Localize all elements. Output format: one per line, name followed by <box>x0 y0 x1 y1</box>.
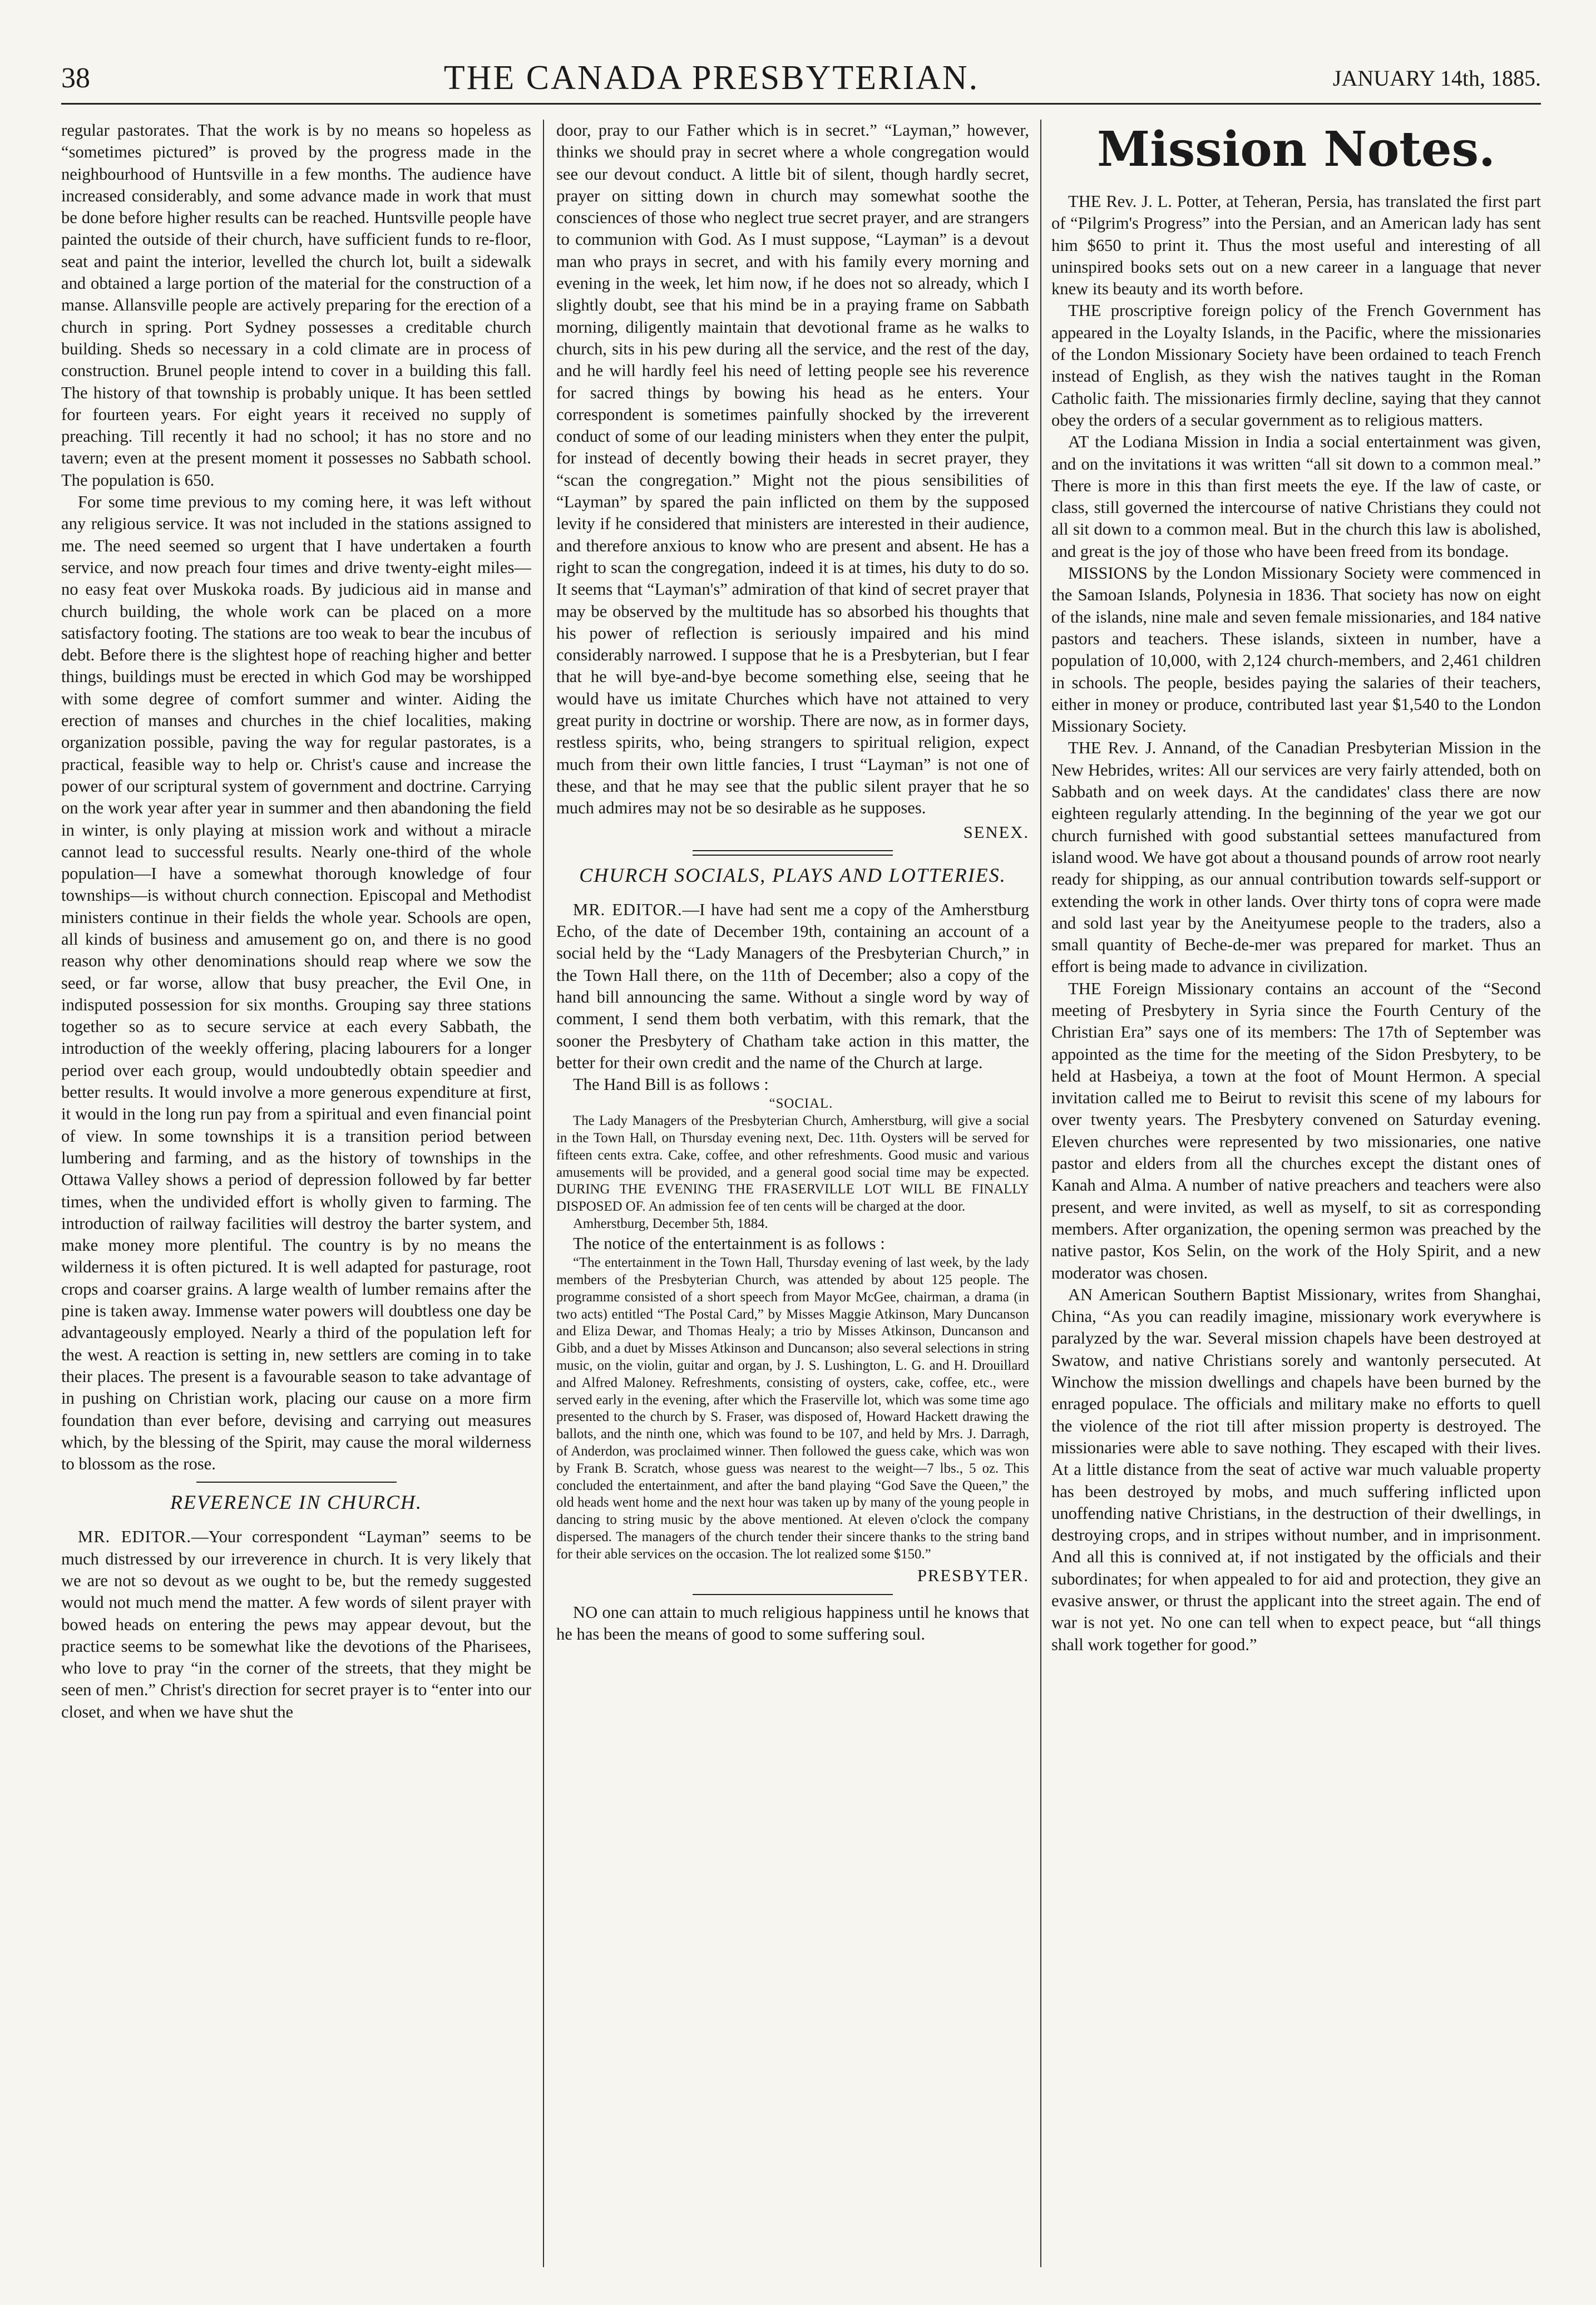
article-title-reverence: REVERENCE IN CHURCH. <box>170 1491 422 1514</box>
col2-paragraph-3: NO one can attain to much religious happiness until he knows that he has been the means of good to some suffering soul. <box>556 1602 1029 1644</box>
mission-note-6: THE Foreign Missionary contains an account of the “Second meeting of Presbytery in Syria since the Fourth Century of the Christian Era” says one of its members: The 17th of September was appointed as the time for the meeting of the Sidon Presbytery, to be held at Hasbeiya, a town at the foot of Mount Hermon. A special invitation called me to Beirut to revisit this scene of my labours for over twenty years. The Presbytery convened on Saturday evening. Eleven churches were represented by two missionaries, one native pastor and elders from all the churches except the distant ones of Kanah and Alma. A number of native preachers and teachers were also present, and were invited, as well as myself, to sit as corresponding members. After organization, the opening sermon was preached by the native pastor, Kos Selin, on the work of the Holy Spirit, and a new moderator was chosen. <box>1051 979 1541 1282</box>
issue-date: JANUARY 14th, 1885. <box>1332 65 1541 91</box>
mission-note-2: THE proscriptive foreign policy of the French Government has appeared in the Loyalty Islands, in the Pacific, where the missionaries of the London Missionary Society have been ordained to teach French instead of English, as they wish the natives taught in the Roman Catholic faith. The missionaries firmly decline, saying that they cannot obey the orders of a secular government as to religious matters. <box>1051 301 1541 430</box>
mission-notes-heading: Mission Notes. <box>1097 121 1495 177</box>
signature-presbyter: PRESBYTER. <box>917 1566 1029 1586</box>
section-divider <box>693 1594 893 1595</box>
signature-senex: SENEX. <box>963 822 1029 842</box>
mission-note-3: AT the Lodiana Mission in India a social entertainment was given, and on the invitations it was written “all sit down to a common meal.” There is more in this than first meets the eye. If the law of caste, or class, still governed the intercourse of native Christians they could not all sit down to a common meal. But in the church this law is abolished, and great is the joy of those who have been freed from its bondage. <box>1051 432 1541 561</box>
column-1 <box>61 120 531 2278</box>
col1-paragraph-3-text: —Your correspondent “Layman” seems to be much distressed by our irreverence in church. It is very likely that we are not so devout as we ought to be, but the remedy suggested would not much mend the matter. A few words of silent prayer with bowed heads on entering the pews may appear devout, but the practice seems to be somewhat like the devotions of the Pharisees, who love to pray “in the corner of the streets, that they might be seen of men.” Christ's direction for secret prayer is to “enter into our closet, and when we have shut the <box>61 1527 531 1721</box>
hand-bill-intro: The Hand Bill is as follows : <box>573 1075 769 1094</box>
social-heading: “SOCIAL. <box>769 1096 833 1112</box>
editor-salutation: MR. EDITOR. <box>78 1527 191 1547</box>
col2-paragraph-2-text: —I have had sent me a copy of the Amherstburg Echo, of the date of December 19th, containing an account of a social held by the “Lady Managers of the Presbyterian Church,” in the Town Hall there, on the 11th of December; also a copy of the hand bill announcing the same. Without a single word by way of comment, I send them both verbatim, with this remark, that the sooner the Presbytery of Chatham take action in this matter, the better for their own credit and the name of the Church at large. <box>556 900 1029 1072</box>
mission-note-7: AN American Southern Baptist Missionary, writes from Shanghai, China, “As you can readily imagine, missionary work everywhere is paralyzed by the war. Several mission chapels have been destroyed at Swatow, and native Christians sorely and wantonly persecuted. At Winchow the mission dwellings and chapels have been burned by the enraged populace. The officials and military make no efforts to quell the violence of the riot till after mission property is destroyed. The missionaries were able to save nothing. They escaped with their lives. At a little distance from the seat of active war much valuable property has been destroyed by mobs, and much suffering inflicted upon unoffending native Christians, in the destruction of their dwellings, in destroying crops, and in stripes without number, and in imprisonment. And all this is connived at, if not instigated by the officials and their subordinates; for when appealed to for aid and protection, they give an evasive answer, or thrust the applicant into the street again. The end of war is not yet. No one can tell when to expect peace, but “all things shall work together for good.” <box>1051 1285 1541 1654</box>
col1-paragraph-2: For some time previous to my coming here, it was left without any religious service. It was not included in the stations assigned to me. The need seemed so urgent that I have undertaken a fourth service, and now preach four times and drive twenty-eight miles—no easy feat over Muskoka roads. By judicious aid in manse and church building, the whole work can be placed on a more satisfactory footing. The stations are too weak to bear the incubus of debt. Before there is the slightest hope of reaching higher and better things, buildings must be erected in which God may be worshipped with some degree of comfort summer and winter. Aiding the erection of manses and churches in the chief localities, making organization possible, paving the way for regular pastorates, is a practical, feasible way to help or. Christ's cause and increase the power of our scriptural system of government and doctrine. Carrying on the work year after year in summer and then abandoning the field in winter, is only playing at mission work and without a miracle cannot lead to successful results. Nearly one-third of the whole population—I have a somewhat thorough knowledge of four townships—is without church connection. Episcopal and Methodist ministers continue in their fields the whole year. Schools are open, all kinds of business and amusement go on, and there is no good reason why other denominations should reap where we sow the seed, or far worse, allow that busy preacher, the Evil One, in indisputed possession for six months. Grouping say three stations together so as to secure service at each every Sabbath, the introduction of the weekly offering, placing labourers for a longer period over each group, would undoubtedly obtain speedier and better results. It would involve a more generous expenditure at first, it would in the long run pay from a spiritual and even financial point of view. In some townships it is a transition period between lumbering and farming, and as the history of townships in the Ottawa Valley shows a period of depression followed by far better times, when the undivided effort is wholly given to farming. The introduction of railway facilities will destroy the barter system, and make money more plentiful. The country is by no means the wilderness it is often pictured. It is well adapted for pasturage, root crops and coarser grains. A large wealth of lumber remains after the pine is taken away. Immense water powers will doubtless one day be advantageously employed. Nearly a third of the population left for the west. A reaction is setting in, new settlers are coming in to take their places. The present is a favourable season to take advantage of in pushing on Christian work, placing our cause on a more firm foundation than ever before, devising and carrying out measures which, by the blessing of the Spirit, may cause the moral wilderness to blossom as the rose. <box>61 492 531 1474</box>
hand-bill-quote: The Lady Managers of the Presbyterian Church, Amherstburg, will give a social in the Town Hall, on Thursday evening next, Dec. 11th. Oysters will be served for fifteen cents extra. Cake, coffee, and other refreshments. Good music and various amusements will be provided, and a general good social time may be expected. DURING THE EVENING THE FRASERVILLE LOT WILL BE FINALLY DISPOSED OF. An admission fee of ten cents will be charged at the door. <box>556 1113 1029 1215</box>
mission-note-4: MISSIONS by the London Missionary Society were commenced in the Samoan Islands, Polynesia in 1836. That society has now on eight of the islands, nine male and seven female missionaries, and 184 native pastors and teachers. These islands, sixteen in number, have a population of 10,000, with 2,124 church-members, and 2,461 children in schools. The people, besides paying the salaries of their teachers, either in money or produce, contributed last year $1,540 to the London Missionary Society. <box>1051 564 1541 736</box>
editor-salutation: MR. EDITOR. <box>573 900 683 919</box>
article-title-church-socials: CHURCH SOCIALS, PLAYS AND LOTTERIES. <box>579 863 1006 886</box>
col2-paragraph-1: door, pray to our Father which is in secret.” “Layman,” however, thinks we should pray in secret where a whole congregation would see our devout conduct. A little bit of silent, though hardly secret, prayer on sitting down in church may somewhat soothe the consciences of those who neglect true secret prayer, and are strangers to communion with God. As I must suppose, “Layman” is a devout man who prays in secret, and with his family every morning and evening in the week, let him now, if he does not so already, which I slightly doubt, see that his mind be in a praying frame on Sabbath morning, diligently maintain that devotional frame as he walks to church, sits in his pew during all the service, and the rest of the day, and he will hardly feel his need of letting people see his reverence for sacred things by bowing his head as he enters. Your correspondent is sometimes painfully shocked by the irreverent conduct of some of our leading ministers when they enter the pulpit, for instead of decently bowing their heads in secret prayer, they “scan the congregation.” Might not the pious sensibilities of “Layman” by spared the pain inflicted on them by the supposed levity if he considered that ministers are interested in their audience, and therefore anxious to know who are present and absent. He has a right to scan the congregation, indeed it is at times, his duty to do so. It seems that “Layman's” admiration of that kind of secret prayer that may be observed by the multitude has so absorbed his thoughts that his power of reflection is seriously impaired and his mind considerably narrowed. I suppose that he is a Presbyterian, but I fear that he will bye-and-bye become something else, seeing that he would have us imitate Churches which have not attained to very great purity in doctrine or worship. There are now, as in former days, restless spirits, who, being strangers to spiritual religion, expect much from their own little fancies, I trust “Layman” is not one of these, and that he may see that the public silent prayer that he so much admires may not be so desirable as he supposes. <box>556 121 1029 818</box>
entertainment-notice-quote: “The entertainment in the Town Hall, Thursday evening of last week, by the lady members of the Presbyterian Church, was attended by about 125 people. The programme consisted of a short speech from Mayor McGee, chairman, a drama (in two acts) entitled “The Postal Card,” by Misses Maggie Atkinson, Mary Duncanson and Eliza Dewar, and Thomas Healy; a trio by Misses Atkinson, Duncanson and Gibb, and a duet by Misses Atkinson and Duncanson; also several selections in string music, on the violin, guitar and organ, by J. S. Lushington, L. G. and H. Drouillard and Alfred Maloney. Refreshments, consisting of oysters, cake, coffee, etc., were served early in the evening, after which the Fraserville lot, which was some time ago presented to the church by S. Fraser, was disposed of, Howard Hackett drawing the ballots, and the ninth one, which was found to be 107, and held by Mrs. J. Darragh, of Anderdon, was proclaimed winner. Then followed the guess cake, which was won by Frank B. Scratch, whose guess was nearest to the weight—7 lbs., 5 oz. This concluded the entertainment, and after the band playing “God Save the Queen,” the old heads went home and the next hour was taken up by many of the young people in dancing to string music by the above mentioned. At eleven o'clock the company dispersed. The managers of the church tender their sincere thanks to the string band for their able services on the occasion. The lot realized some $150.” <box>556 1255 1029 1562</box>
masthead-title: THE CANADA PRESBYTERIAN. <box>443 58 980 97</box>
col1-paragraph-3 <box>61 1526 531 1723</box>
column-2 <box>556 120 1029 2278</box>
hand-bill-dateline: Amherstburg, December 5th, 1884. <box>573 1216 768 1232</box>
section-divider <box>693 850 893 856</box>
mission-note-5: THE Rev. J. Annand, of the Canadian Presbyterian Mission in the New Hebrides, writes: All our services are very fairly attended, both on Sabbath and on week days. At the candidates' class there are now eighteen regularly attending. In the beginning of the year we got our church furnished with good substantial settees manufactured from island wood. We have got about a thousand pounds of arrow root nearly ready for shipping, as our annual contribution towards self-support or extending the work in other lands. Over thirty tons of copra were made and sold last year by the Aneityumese people to the traders, also a small quantity of Beche-de-mer was prepared for market. Thus an effort is being made to advance in civilization. <box>1051 738 1541 976</box>
notice-intro: The notice of the entertainment is as follows : <box>573 1233 885 1253</box>
page-header <box>61 53 1541 105</box>
col2-paragraph-2 <box>556 899 1029 1074</box>
col1-paragraph-1: regular pastorates. That the work is by no means so hopeless as “sometimes pictured” is proved by the progress made in the neighbourhood of Huntsville in a few months. The audience have increased considerably, and some advance made in work that must be done before higher results can be reached. Huntsville people have painted the outside of their church, have sufficient funds to re-floor, seat and paint the interior, levelled the church lot, built a sidewalk and obtained a large portion of the material for the construction of a manse. Allansville people are actively preparing for the erection of a church in spring. Port Sydney possesses a creditable church building. Sheds so necessary in a cold climate are in process of construction. Brunel people intend to cover in a building this fall. The history of that township is probably unique. It has been settled for fourteen years. For eight years it received no supply of preaching. Till recently it had no school; it has no store and no tavern; even at the present moment it possesses no Sabbath school. The population is 650. <box>61 121 531 490</box>
column-3 <box>1051 120 1541 2278</box>
mission-note-1: THE Rev. J. L. Potter, at Teheran, Persia, has translated the first part of “Pilgrim's Progress” into the Persian, and an American lady has sent him $650 to print it. Thus the most useful and interesting of all uninspired books sets out on a new career in a language that never knew its beauty and its worth before. <box>1051 192 1541 299</box>
page-number: 38 <box>61 62 90 94</box>
column-rule-1 <box>543 120 544 2267</box>
column-rule-2 <box>1040 120 1041 2267</box>
section-divider <box>196 1482 397 1483</box>
